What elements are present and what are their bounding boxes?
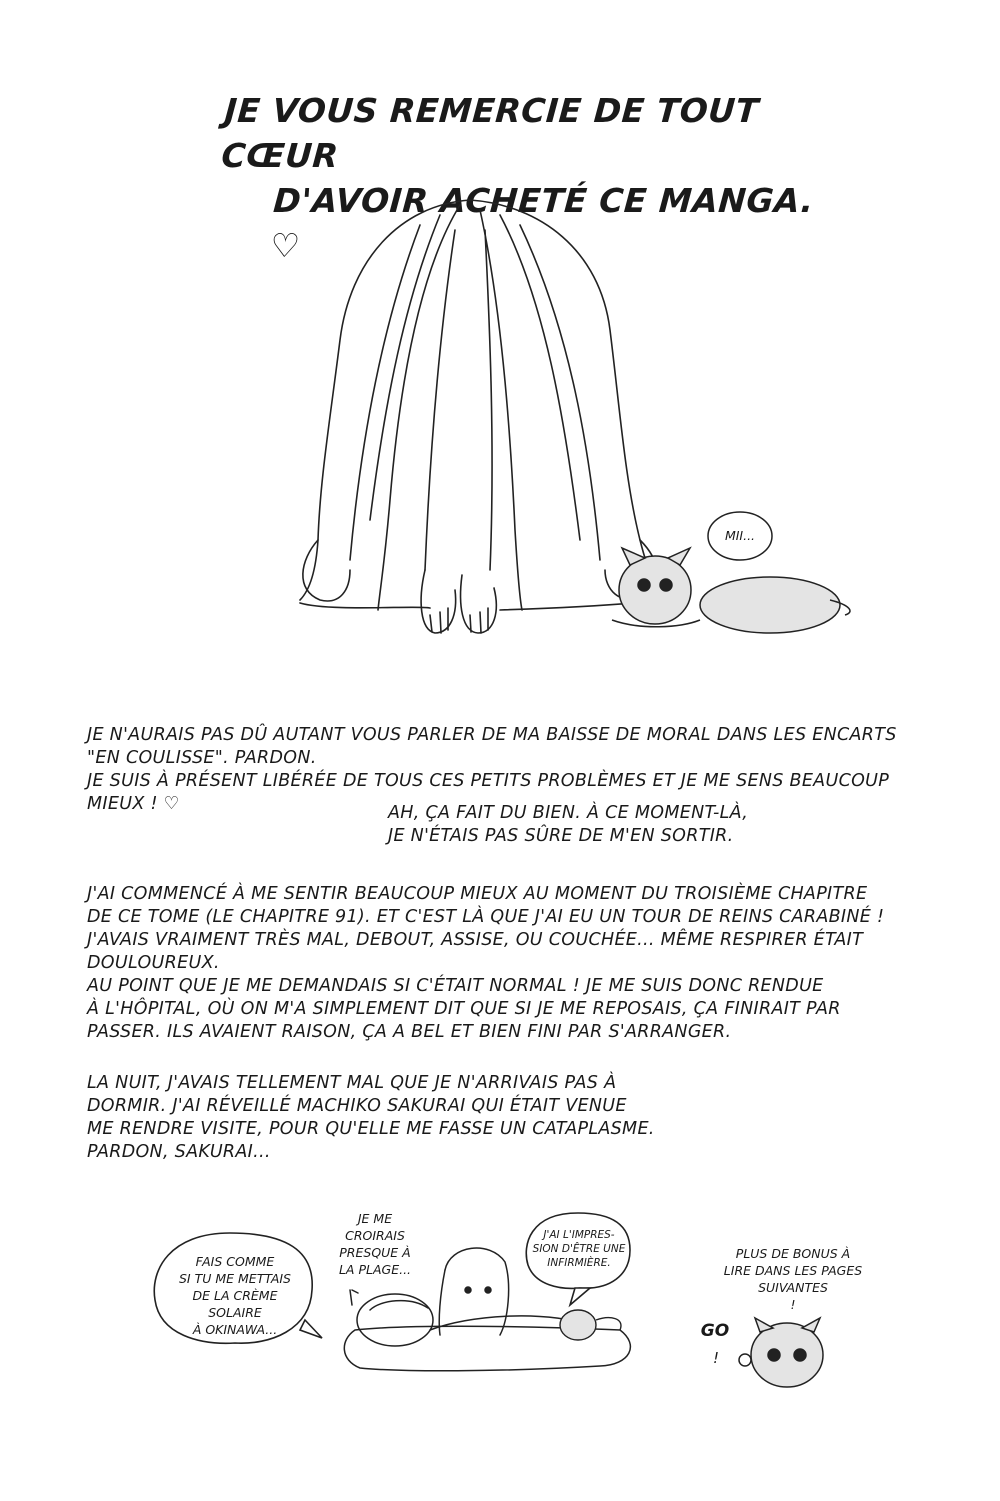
bubble-line: DE LA CRÈME SOLAIRE [192,1288,278,1320]
bubble-line: CROIRAIS [345,1228,405,1243]
bonus-line: SUIVANTES [758,1280,828,1295]
aside-line: AH, ÇA FAIT DU BIEN. À CE MOMENT-LÀ, [388,803,749,823]
paragraph-line: JE SUIS À PRÉSENT LIBÉRÉE DE TOUS CES PETITS PROBLÈMES ET JE ME SENS BEAUCOUP [87,771,890,791]
paragraph-line: AU POINT QUE JE ME DEMANDAIS SI C'ÉTAIT NORMAL ! JE ME SUIS DONC RENDUE [87,976,824,996]
bubble-line: SI TU ME METTAIS [179,1271,291,1286]
bubble-mid-text [330,1210,420,1278]
cat-bubble-text: MII... [724,528,756,543]
paragraph-line: PASSER. ILS AVAIENT RAISON, ÇA A BEL ET BIEN FINI PAR S'ARRANGER. [87,1022,732,1042]
aside-line: JE N'ÉTAIS PAS SÛRE DE M'EN SORTIR. [388,826,734,846]
paragraph-line: À L'HÔPITAL, OÙ ON M'A SIMPLEMENT DIT QUE SI JE ME REPOSAIS, ÇA FINIRAIT PAR [87,999,841,1019]
bubble-line: JE ME [357,1211,393,1226]
bubble-line: FAIS COMME [195,1254,275,1269]
bonus-text [718,1245,868,1313]
bubble-line: À OKINAWA... [192,1322,278,1337]
paragraph-line: J'AVAIS VRAIMENT TRÈS MAL, DEBOUT, ASSISE, OU COUCHÉE... MÊME RESPIRER ÉTAIT [87,930,864,950]
small-cat-drawing [560,1310,621,1340]
paragraph-line: "EN COULISSE". PARDON. [87,748,317,768]
paragraph-line: PARDON, SAKURAI... [87,1142,271,1162]
bubble-line: INFIRMIÈRE. [547,1257,611,1269]
bubble-right-text [530,1228,628,1270]
bonus-line: PLUS DE BONUS À [735,1246,851,1261]
bubble-line: LA PLAGE... [338,1262,412,1277]
bonus-line: LIRE DANS LES PAGES [723,1263,863,1278]
title-line-2: D'AVOIR ACHETÉ CE MANGA. ♡ [268,181,816,265]
bubble-line: PRESQUE À [339,1245,411,1260]
paragraph-line: JE N'AURAIS PAS DÛ AUTANT VOUS PARLER DE MA BAISSE DE MORAL DANS LES ENCARTS [87,725,897,745]
bubble-line: SION D'ÊTRE UNE [532,1243,626,1255]
title-line-1: JE VOUS REMERCIE DE TOUT CŒUR [220,91,761,175]
paragraph-line: J'AI COMMENCÉ À ME SENTIR BEAUCOUP MIEUX AU MOMENT DU TROISIÈME CHAPITRE [87,884,868,904]
paragraph-line: MIEUX ! ♡ [87,794,180,814]
paragraph-line: DE CE TOME (LE CHAPITRE 91). ET C'EST LÀ QUE J'AI EU UN TOUR DE REINS CARABINÉ ! [87,907,885,927]
paragraph-line: DOULOUREUX. [87,953,220,973]
go-exclamation: ! [712,1349,719,1367]
paragraph-line: LA NUIT, J'AVAIS TELLEMENT MAL QUE JE N'ARRIVAIS PAS À [87,1073,617,1093]
paragraph-line: DORMIR. J'AI RÉVEILLÉ MACHIKO SAKURAI QUI ÉTAIT VENUE [87,1096,627,1116]
bonus-line: ! [790,1297,796,1312]
bubble-left-text [165,1253,305,1338]
bubble-line: J'AI L'IMPRES- [543,1229,615,1241]
paragraph-line: ME RENDRE VISITE, POUR QU'ELLE ME FASSE UN CATAPLASME. [87,1119,655,1139]
bonus-cat-drawing [739,1318,823,1387]
go-text: GO [700,1321,730,1341]
